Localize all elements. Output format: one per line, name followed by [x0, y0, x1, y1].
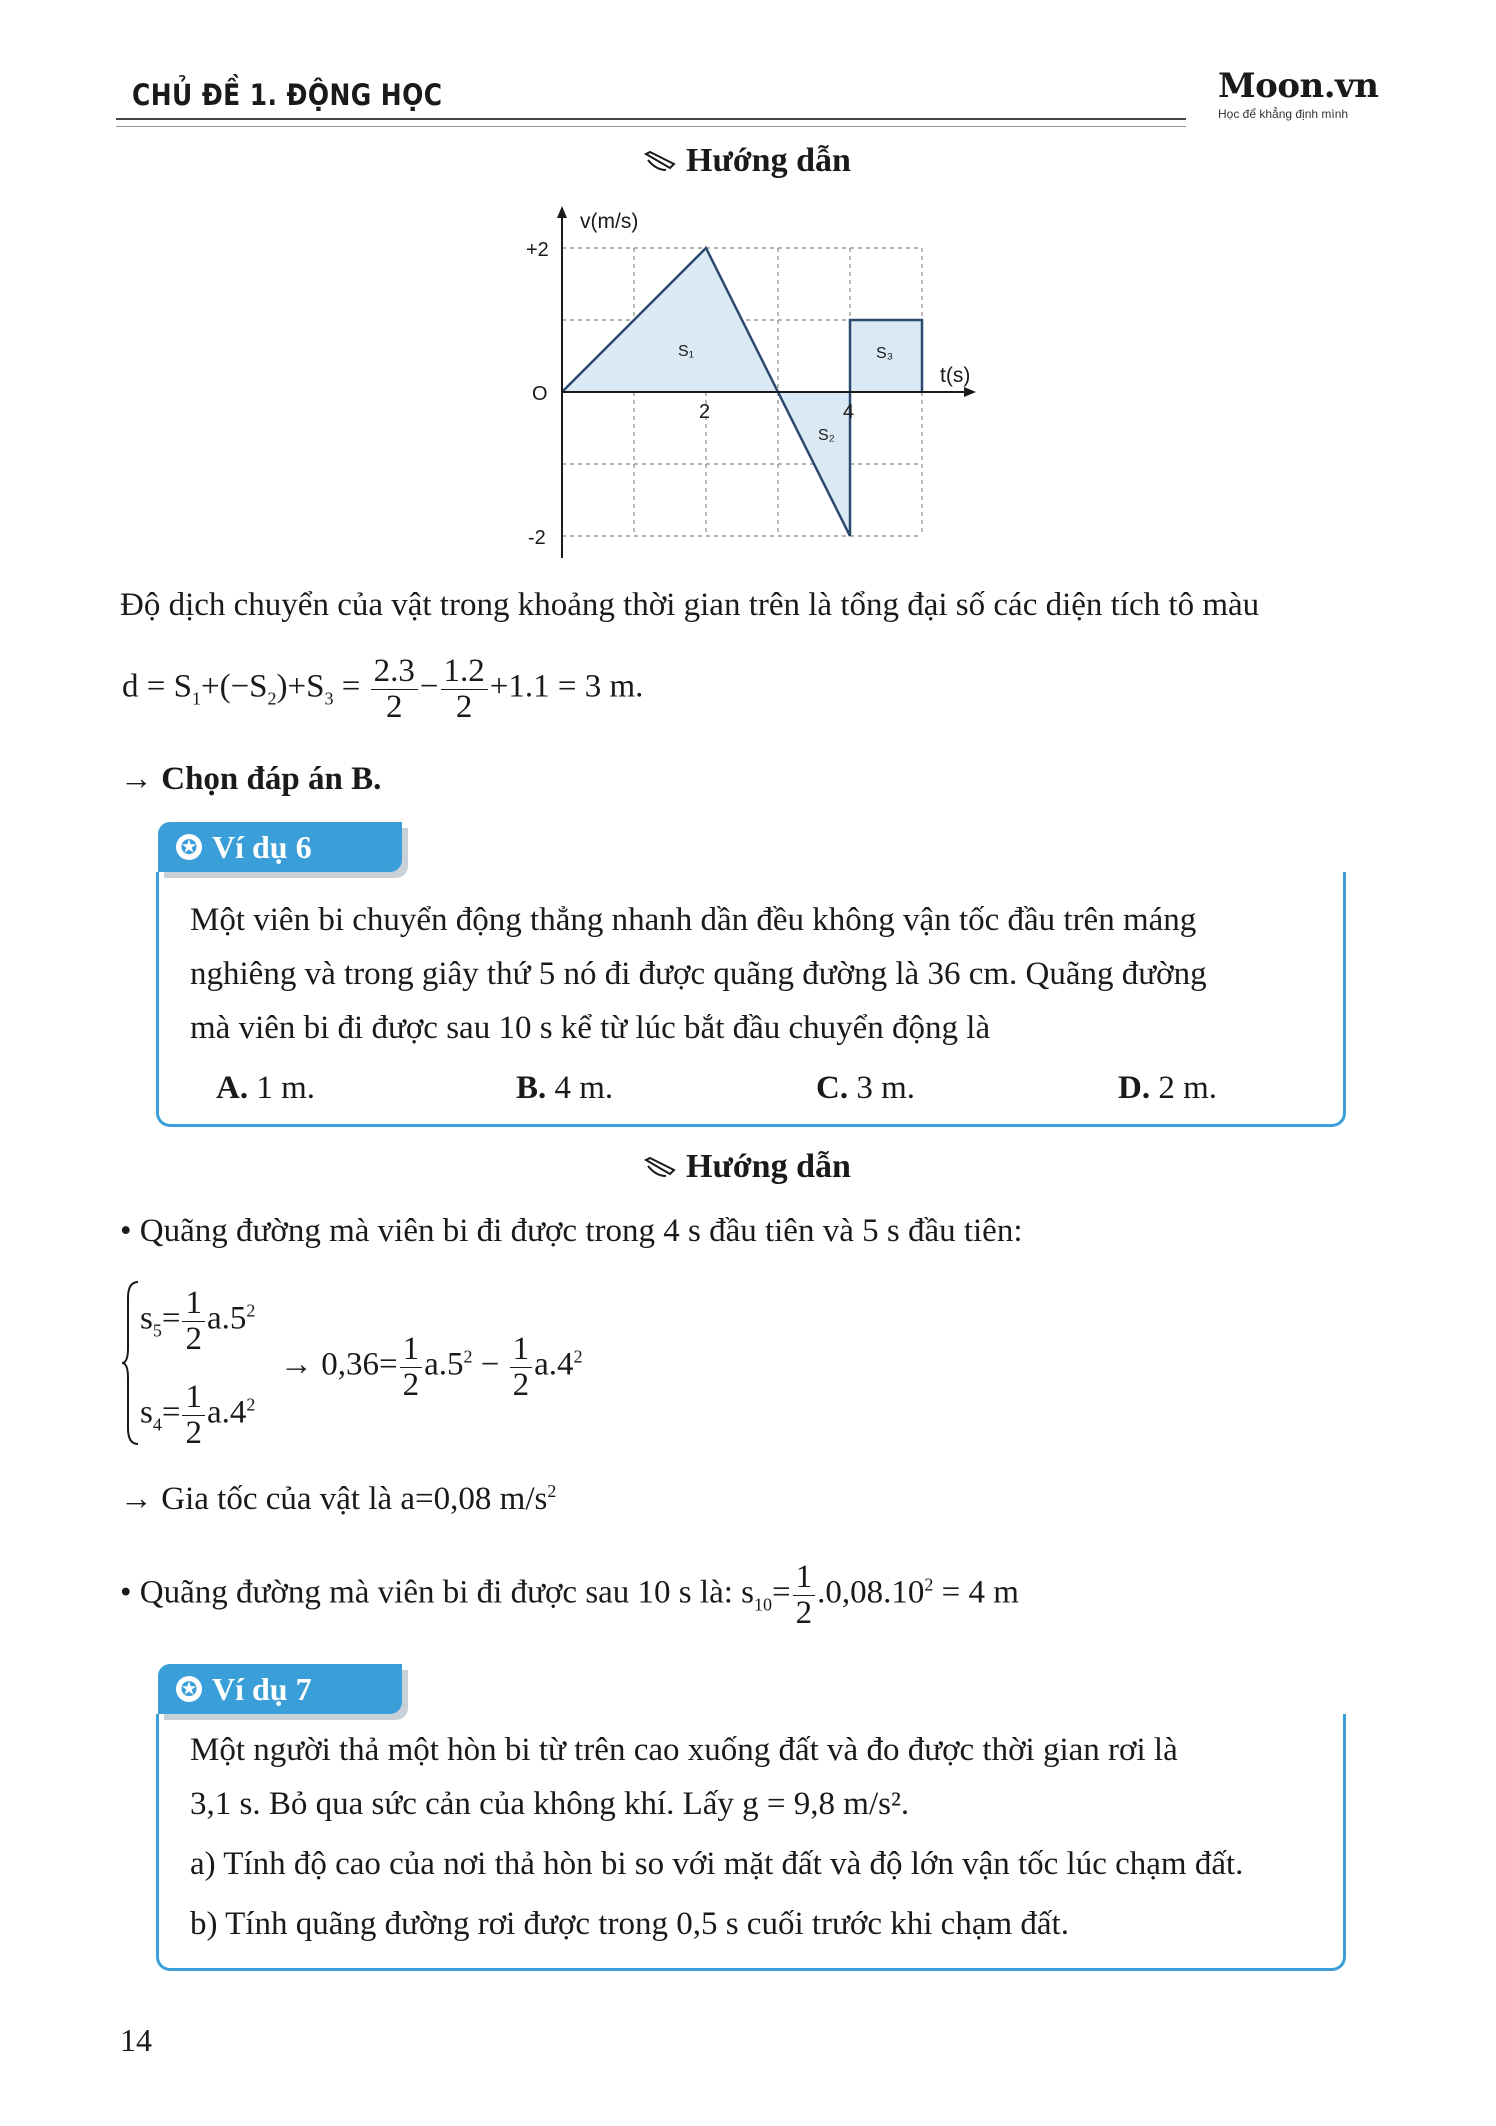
eq-part: −	[419, 668, 439, 705]
option-letter: A.	[216, 1070, 249, 1106]
solution-heading	[644, 142, 851, 180]
star-icon: ✪	[176, 1676, 202, 1702]
eq-part: d = S	[122, 668, 192, 705]
option-letter: B.	[516, 1070, 547, 1106]
numerator: 2.3	[371, 654, 418, 690]
acceleration-line: → Gia tốc của vật là a=0,08 $m/s^2$	[120, 1481, 557, 1517]
fraction	[441, 654, 488, 724]
pencil-icon	[644, 150, 676, 172]
eq-part: a.4	[206, 1394, 247, 1431]
solution-heading-text: Hướng dẫn	[686, 1148, 851, 1185]
chapter-title: CHỦ ĐỀ 1. ĐỘNG HỌC	[132, 78, 443, 112]
eq-part: +(−S	[200, 668, 268, 705]
eq-part: a.5	[424, 1346, 464, 1383]
y-tick-top: +2	[526, 239, 549, 261]
eq-part: .0,08.10	[817, 1574, 925, 1611]
denominator: 2	[795, 1594, 813, 1631]
eq-part: −	[472, 1346, 508, 1383]
example-6-tab	[158, 822, 402, 872]
fraction	[510, 1332, 533, 1402]
eq-part: =	[333, 668, 369, 705]
x-tick-4: 4	[843, 401, 855, 423]
denominator: 2	[455, 688, 473, 725]
brand-tagline: Học để khẳng định mình	[1218, 107, 1349, 121]
displacement-equation: $d = S_1+(-S_2)+S_3$ = $\frac{2.3}{2}$ − $\frac{1.2}{2}$ +1.1 = 3 m.	[122, 653, 644, 725]
solution-heading	[644, 1148, 851, 1186]
numerator: 1.2	[441, 654, 488, 690]
option-text: 4 m.	[546, 1070, 614, 1106]
example-7-part-b: b) Tính quãng đường rơi được trong 0,5 s cuối trước khi chạm đất.	[190, 1906, 1069, 1942]
option-text: 1 m.	[248, 1070, 316, 1106]
eq-part: a.4	[534, 1346, 574, 1383]
denominator: 2	[185, 1414, 202, 1451]
s1-label: S₁	[678, 343, 695, 360]
displacement-explanation: Độ dịch chuyển của vật trong khoảng thời gian trên là tổng đại số các diện tích tô màu	[120, 587, 1260, 623]
t-axis-label: t(s)	[940, 364, 971, 387]
denominator: 2	[185, 1320, 202, 1357]
page-number: 14	[120, 2022, 152, 2058]
answer-line: → Chọn đáp án B.	[120, 761, 382, 797]
option-a	[216, 1070, 315, 1107]
v-axis-arrow	[557, 206, 567, 218]
s3-label: S₃	[876, 345, 894, 362]
numerator: 1	[182, 1286, 205, 1322]
option-text: 3 m.	[848, 1070, 916, 1106]
denominator: 2	[402, 1366, 420, 1403]
equation-s4: $s_4=$ $\frac{1}{2}$ $a.4^2$	[140, 1379, 256, 1451]
eq-part: • Quãng đường mà viên bi đi được sau 10 s là: s	[120, 1574, 754, 1611]
fraction	[793, 1560, 816, 1630]
equation-difference: → 0,36= $\frac{1}{2}$ $a.5^2$ − $\frac{1}{2}$ $a.4^2$	[280, 1331, 583, 1403]
equation-s5: $s_5=$ $\frac{1}{2}$ $a.5^2$	[140, 1285, 256, 1357]
numerator: 1	[400, 1332, 423, 1368]
denominator: 2	[386, 688, 403, 725]
eq-part: )+S	[276, 668, 325, 705]
option-text: 2 m.	[1150, 1070, 1218, 1106]
example-7-tab-label: Ví dụ 7	[212, 1670, 312, 1707]
fraction	[182, 1380, 205, 1450]
example-6-line-3: mà viên bi đi được sau 10 s kể từ lúc bắt đầu chuyển động là	[190, 1010, 991, 1046]
brand-logo: Moon.vn	[1218, 66, 1379, 106]
example-7-line-1: Một người thả một hòn bi từ trên cao xuống đất và đo được thời gian rơi là	[190, 1732, 1178, 1768]
fraction	[371, 654, 418, 724]
eq-part: = 4 m	[933, 1574, 1019, 1611]
s2-label: S₂	[818, 427, 835, 444]
example-6-line-1: Một viên bi chuyển động thẳng nhanh dần đều không vận tốc đầu trên máng	[190, 902, 1197, 938]
v-axis-label: v(m/s)	[580, 210, 639, 233]
fraction	[182, 1286, 205, 1356]
option-c	[816, 1070, 915, 1107]
eq-part: s	[140, 1394, 153, 1431]
bullet-distance-4-5: • Quãng đường mà viên bi đi được trong 4 s đầu tiên và 5 s đầu tiên:	[120, 1213, 1023, 1249]
y-tick-bottom: -2	[528, 527, 546, 549]
example-6-tab-label: Ví dụ 6	[212, 828, 312, 865]
denominator: 2	[512, 1366, 530, 1403]
example-6-line-2: nghiêng và trong giây thứ 5 nó đi được quãng đường là 36 cm. Quãng đường	[190, 956, 1207, 992]
t-axis-arrow	[964, 387, 976, 397]
distance-10s-line: • Quãng đường mà viên bi đi được sau 10 s là: $s_{10}=$ $\frac{1}{2}$ $.0,08.10^2 = 4$ m	[120, 1559, 1019, 1631]
option-d	[1118, 1070, 1217, 1107]
system-brace	[120, 1278, 142, 1448]
solution-heading-text: Hướng dẫn	[686, 142, 851, 179]
eq-part: a.5	[206, 1300, 247, 1337]
origin-label: O	[532, 383, 548, 405]
pencil-icon	[644, 1156, 676, 1178]
example-7-part-a: a) Tính độ cao của nơi thả hòn bi so với mặt đất và độ lớn vận tốc lúc chạm đất.	[190, 1846, 1244, 1882]
eq-part: → Gia tốc của vật là a=0,08 m/s	[120, 1481, 548, 1517]
header-divider	[116, 118, 1186, 127]
eq-part: +1.1 = 3 m.	[489, 668, 644, 705]
star-icon: ✪	[176, 834, 202, 860]
option-letter: D.	[1118, 1070, 1151, 1106]
numerator: 1	[510, 1332, 533, 1368]
numerator: 1	[793, 1560, 816, 1596]
option-letter: C.	[816, 1070, 849, 1106]
velocity-time-graph	[520, 200, 990, 565]
option-b	[516, 1070, 613, 1107]
example-7-line-2: 3,1 s. Bỏ qua sức cản của không khí. Lấy g = 9,8 m/s².	[190, 1786, 910, 1822]
fraction	[400, 1332, 423, 1402]
eq-part: → 0,36=	[280, 1346, 398, 1383]
numerator: 1	[182, 1380, 205, 1416]
x-tick-2: 2	[699, 401, 711, 423]
eq-part: s	[140, 1300, 153, 1337]
example-7-tab	[158, 1664, 402, 1714]
